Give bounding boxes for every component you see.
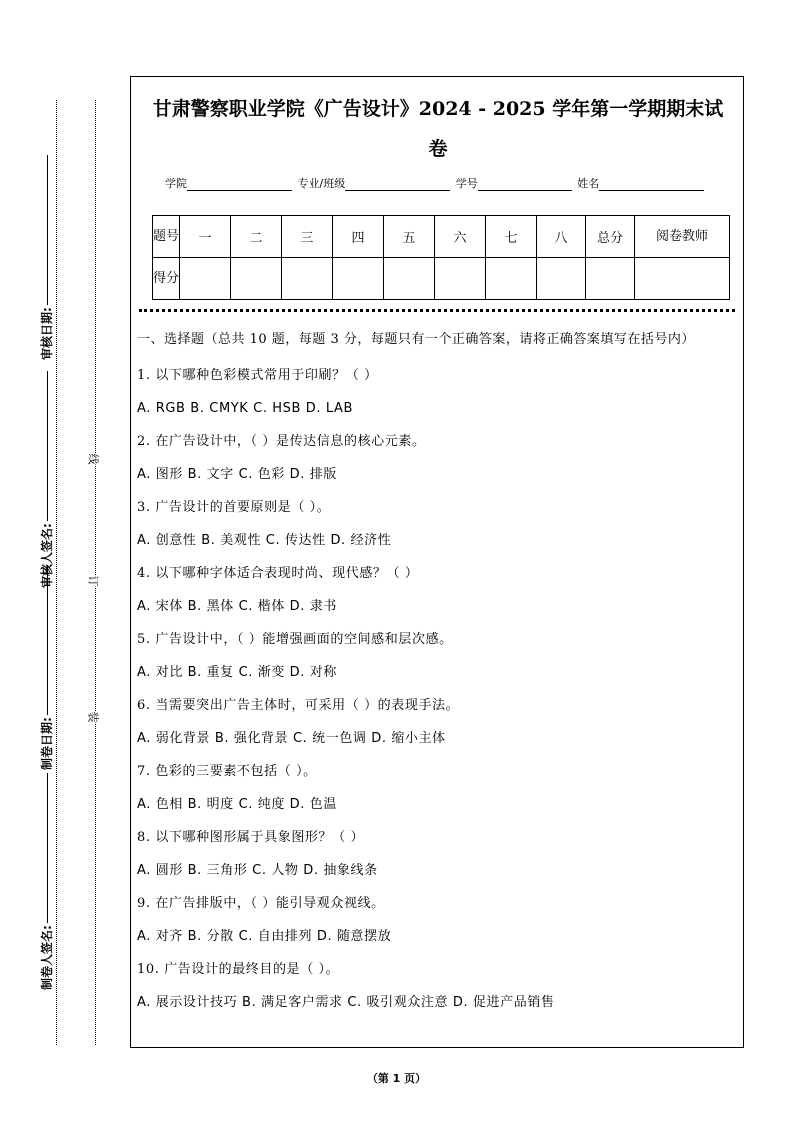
question-10: 10. 广告设计的最终目的是（ ）。 — [137, 962, 340, 977]
options-6: A. 弱化背景 B. 强化背景 C. 统一色调 D. 缩小主体 — [137, 731, 446, 746]
score-cell[interactable] — [486, 258, 537, 300]
margin-dotted-line-right — [95, 100, 96, 1045]
name-field[interactable] — [599, 179, 704, 191]
col-3: 三 — [282, 216, 333, 258]
options-5: A. 对比 B. 重复 C. 渐变 D. 对称 — [137, 665, 337, 680]
question-5: 5. 广告设计中，（ ）能增强画面的空间感和层次感。 — [137, 632, 453, 647]
maker-sign-label: 制卷人签名: — [40, 925, 54, 990]
maker-date-label: 制卷日期: — [40, 717, 54, 770]
options-3: A. 创意性 B. 美观性 C. 传达性 D. 经济性 — [137, 533, 392, 548]
exam-title-line1: 甘肃警察职业学院《广告设计》2024 - 2025 学年第一学期期末试 — [152, 98, 724, 120]
student-id-label: 学号 — [455, 177, 478, 190]
question-2: 2. 在广告设计中，（ ）是传达信息的核心元素。 — [137, 434, 426, 449]
score-cell[interactable] — [180, 258, 231, 300]
score-cell[interactable] — [537, 258, 586, 300]
options-2: A. 图形 B. 文字 C. 色彩 D. 排版 — [137, 467, 337, 482]
reviewer-sign-underline — [47, 371, 48, 521]
maker-date-underline — [47, 565, 48, 715]
review-date-field — [38, 155, 55, 360]
col-grader: 阅卷教师 — [635, 216, 730, 258]
options-8: A. 圆形 B. 三角形 C. 人物 D. 抽象线条 — [137, 863, 378, 878]
score-header: 得分 — [153, 258, 180, 300]
score-cell[interactable] — [282, 258, 333, 300]
question-1: 1. 以下哪种色彩模式常用于印刷？（ ） — [137, 368, 378, 383]
dotted-separator — [139, 309, 735, 312]
maker-date-field — [38, 565, 55, 770]
options-1: A. RGB B. CMYK C. HSB D. LAB — [137, 401, 354, 416]
student-id-field[interactable] — [478, 179, 572, 191]
exam-frame — [130, 76, 744, 1048]
question-9: 9. 在广告排版中，（ ）能引导观众视线。 — [137, 896, 385, 911]
score-cell[interactable] — [635, 258, 730, 300]
name-label: 姓名 — [577, 177, 600, 190]
exam-title — [131, 89, 745, 169]
options-4: A. 宋体 B. 黑体 C. 楷体 D. 隶书 — [137, 599, 337, 614]
major-class-label: 专业/班级 — [297, 177, 346, 190]
score-cell[interactable] — [435, 258, 486, 300]
page-number: （第 1 页） — [366, 1072, 427, 1085]
student-info-line — [165, 175, 706, 191]
score-table — [152, 215, 730, 300]
question-8: 8. 以下哪种图形属于具象图形？（ ） — [137, 830, 365, 845]
options-9: A. 对齐 B. 分散 C. 自由排列 D. 随意摆放 — [137, 929, 392, 944]
col-7: 七 — [486, 216, 537, 258]
col-4: 四 — [333, 216, 384, 258]
score-table-header-row — [153, 216, 730, 258]
maker-sign-underline — [47, 773, 48, 923]
reviewer-sign-label: 审核人签名: — [40, 523, 54, 588]
question-4: 4. 以下哪种字体适合表现时尚、现代感？（ ） — [137, 566, 419, 581]
review-date-underline — [47, 155, 48, 305]
col-5: 五 — [384, 216, 435, 258]
col-8: 八 — [537, 216, 586, 258]
college-field[interactable] — [187, 179, 292, 191]
col-6: 六 — [435, 216, 486, 258]
review-date-label: 审核日期: — [40, 307, 54, 360]
score-cell[interactable] — [586, 258, 635, 300]
col-2: 二 — [231, 216, 282, 258]
col-total: 总分 — [586, 216, 635, 258]
bind-mark-order: 订 — [83, 576, 105, 587]
bind-mark-line: 线 — [83, 454, 105, 465]
question-7: 7. 色彩的三要素不包括（ ）。 — [137, 764, 317, 779]
major-class-field[interactable] — [345, 179, 450, 191]
margin-dotted-line-left — [56, 100, 57, 1045]
exam-title-line2: 卷 — [428, 138, 448, 160]
section-multiple-choice — [137, 329, 737, 1019]
question-6: 6. 当需要突出广告主体时，可采用（ ）的表现手法。 — [137, 698, 460, 713]
section-intro: 一、选择题（总共 10 题，每题 3 分，每题只有一个正确答案，请将正确答案填写在括号内） — [137, 332, 695, 347]
options-10: A. 展示设计技巧 B. 满足客户需求 C. 吸引观众注意 D. 促进产品销售 — [137, 995, 555, 1010]
score-cell[interactable] — [333, 258, 384, 300]
maker-sign-field — [38, 773, 55, 990]
score-cell[interactable] — [384, 258, 435, 300]
reviewer-sign-field — [38, 371, 55, 588]
question-3: 3. 广告设计的首要原则是（ ）。 — [137, 500, 331, 515]
col-1: 一 — [180, 216, 231, 258]
question-number-header: 题号 — [153, 216, 180, 258]
bind-mark-install: 装 — [83, 712, 105, 723]
score-cell[interactable] — [231, 258, 282, 300]
score-table-score-row — [153, 258, 730, 300]
options-7: A. 色相 B. 明度 C. 纯度 D. 色温 — [137, 797, 337, 812]
college-label: 学院 — [165, 177, 187, 190]
